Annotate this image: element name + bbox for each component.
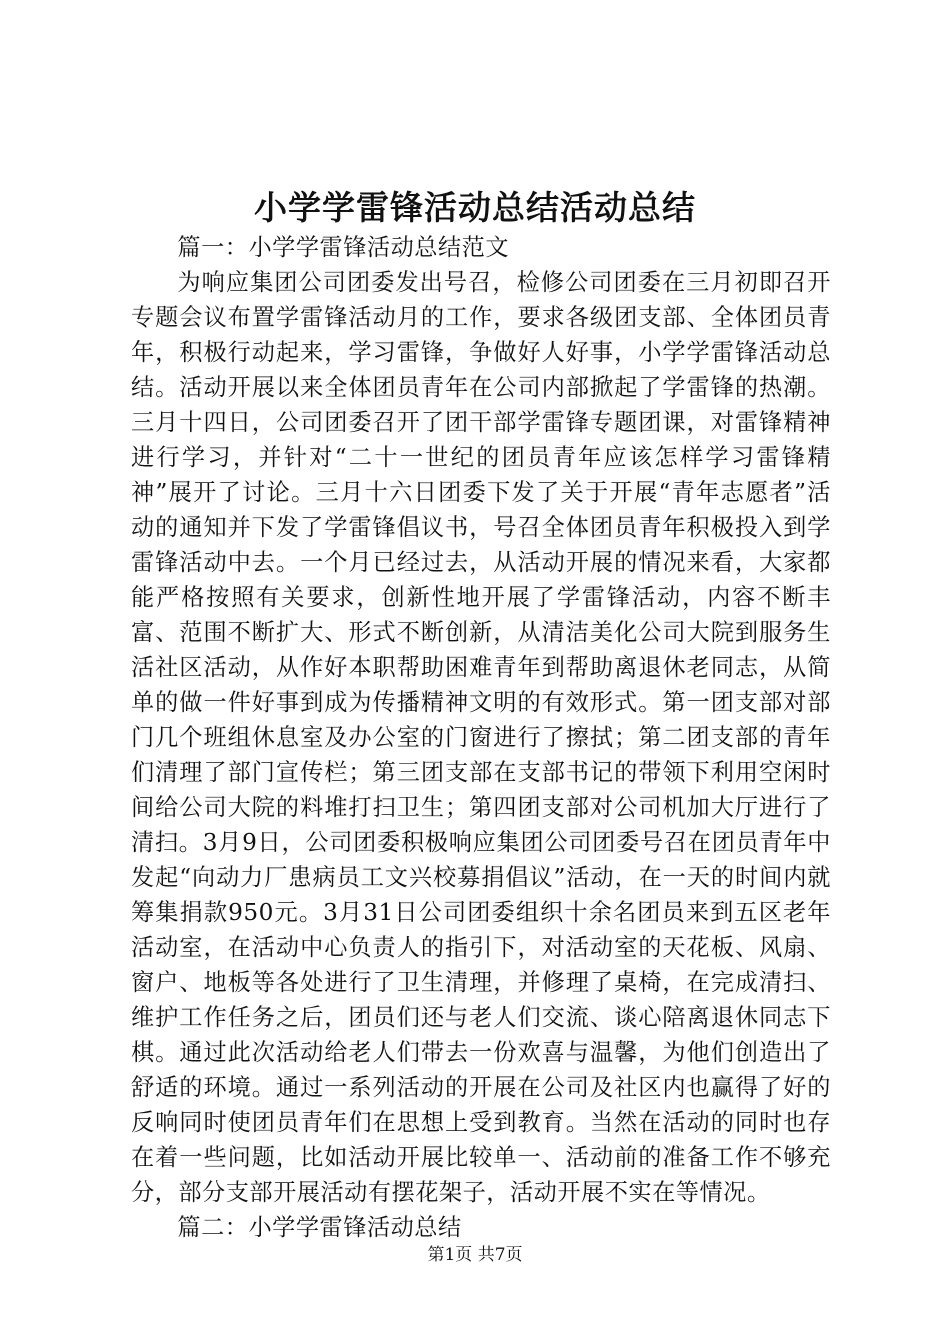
document-title: 小学学雷锋活动总结活动总结 — [254, 188, 696, 227]
page-footer: 第1页 共7页 — [427, 1245, 523, 1265]
paragraph-1: 为响应集团公司团委发出号召，检修公司团委在三月初即召开专题会议布置学雷锋活动月的工作，要求各级团支部、全体团员青年，积极行动起来，学习雷锋，争做好人好事，小学学雷锋活动总结。活动开展以来全体团员青年在公司内部掀起了学雷锋的热潮。三月十四日，公司团委召开了团干部学雷锋专题团课，对雷锋精神进行学习，并针对“二十一世纪的团员青年应该怎样学习雷锋精神”展开了讨论。三月十六日团委下发了关于开展“青年志愿者”活动的通知并下发了学雷锋倡议书，号召全体团员青年积极投入到学雷锋活动中去。一个月已经过去，从活动开展的情况来看，大家都能严格按照有关要求，创新性地开展了学雷锋活动，内容不断丰富、范围不断扩大、形式不断创新，从清洁美化公司大院到服务生活社区活动，从作好本职帮助困难青年到帮助离退休老同志，从简单的做一件好事到成为传播精神文明的有效形式。第一团支部对部门几个班组休息室及办公室的门窗进行了擦拭；第二团支部的青年们清理了部门宣传栏；第三团支部在支部书记的带领下利用空闲时间给公司大院的料堆打扫卫生；第四团支部对公司机加大厅进行了清扫。3月9日，公司团委积极响应集团公司团委号召在团员青年中发起“向动力厂患病员工文兴校募捐倡议”活动，在一天的时间内就筹集捐款950元。3月31日公司团委组织十余名团员来到五区老年活动室，在活动中心负责人的指引下，对活动室的天花板、风扇、窗户、地板等各处进行了卫生清理，并修理了桌椅，在完成清扫、维护工作任务之后，团员们还与老人们交流、谈心陪离退休同志下棋。通过此次活动给老人们带去一份欢喜与温馨，为他们创造出了舒适的环境。通过一系列活动的开展在公司及社区内也赢得了好的反响同时使团员青年们在思想上受到教育。当然在活动的同时也存在着一些问题，比如活动开展比较单一、活动前的准备工作不够充分，部分支部开展活动有摆花架子，活动开展不实在等情况。 — [131, 269, 831, 1206]
section-heading-1: 篇一：小学学雷锋活动总结范文 — [177, 234, 510, 261]
document-body — [131, 230, 831, 1245]
section-heading-2: 篇二：小学学雷锋活动总结 — [177, 1214, 462, 1241]
